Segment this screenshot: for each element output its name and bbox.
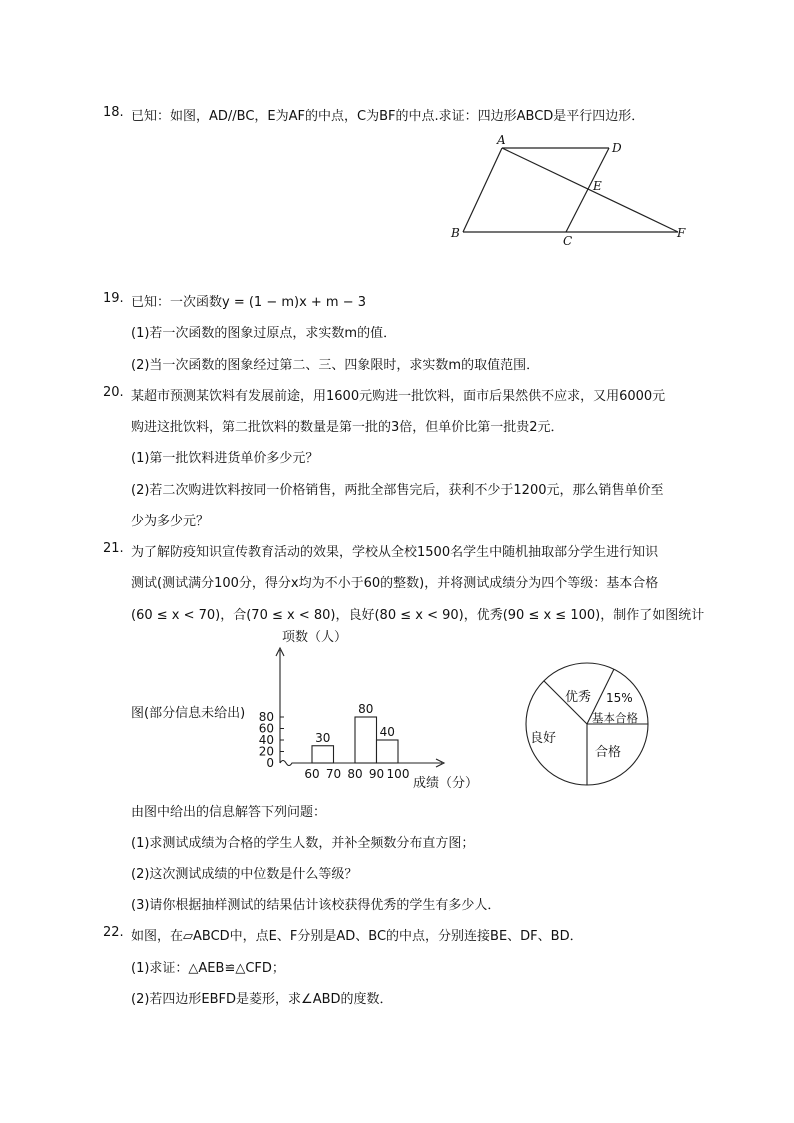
x-tick-label-80: 80 [347, 767, 363, 781]
q20-part1: (1)第一批饮料进货单价多少元？ [131, 451, 319, 466]
q20-part2b: 少为多少元？ [131, 514, 210, 529]
histogram-bar-60-70 [312, 746, 334, 763]
y-tick-label-80: 80 [258, 710, 274, 724]
q21-part2: (2)这次测试成绩的中位数是什么等级？ [131, 867, 358, 882]
point-label-A: A [497, 133, 506, 147]
q20-line1: 某超市预测某饮料有发展前途，用1600元购进一批饮料，面市后果然供不应求，又用6000元 [131, 389, 666, 404]
histogram-chart [250, 628, 470, 783]
bar-value-label-60-70: 30 [315, 730, 331, 745]
bar-value-label-80-90: 80 [358, 702, 374, 716]
x-tick-label-70: 70 [325, 767, 342, 781]
pie-label-pass: 合格 [595, 745, 622, 760]
q20-number: 20. [103, 385, 124, 400]
q20-line2: 购进这批饮料，第二批饮料的数量是第一批的3倍，但单价比第一批贵2元． [131, 420, 564, 435]
histogram-bar-90-100 [377, 740, 399, 763]
point-label-B: B [451, 226, 460, 240]
q18-text: 已知：如图，AD//BC，E为AF的中点，C为BF的中点.求证：四边形ABCD是平行四边形． [131, 109, 645, 124]
point-label-E: E [593, 179, 602, 193]
q19-stem: 已知：一次函数y = (1 − m)x + m − 3 [131, 295, 367, 310]
pie-label-excellent: 优秀 [565, 690, 592, 705]
q21-line1: 为了解防疫知识宣传教育活动的效果，学校从全校1500名学生中随机抽取部分学生进行知识 [131, 545, 659, 560]
q21-question: 由图中给出的信息解答下列问题： [131, 805, 327, 820]
q22-stem: 如图，在▱ABCD中，点E、F分别是AD、BC的中点，分别连接BE、DF、BD． [131, 929, 583, 944]
q21-part3: (3)请你根据抽样测试的结果估计该校获得优秀的学生有多少人． [131, 898, 501, 913]
histogram-bar-80-90 [355, 717, 377, 763]
x-tick-label-60: 60 [304, 767, 320, 781]
q18-number: 18. [103, 105, 124, 120]
pie-chart [523, 660, 653, 790]
x-tick-label-90: 90 [368, 767, 385, 781]
q22-number: 22. [103, 925, 124, 940]
q21-number: 21. [103, 541, 124, 556]
pie-label-percent: 15% [606, 691, 633, 705]
q21-line2: 测试(测试满分100分，得分x均为不小于60的整数)，并将测试成绩分为四个等级：基本合格 [131, 576, 659, 591]
pie-label-good: 良好 [530, 731, 557, 746]
pie-label-basic-pass: 基本合格 [592, 711, 638, 725]
q21-part1: (1)求测试成绩为合格的学生人数，并补全频数分布直方图； [131, 836, 475, 851]
q19-number: 19. [103, 291, 124, 306]
q21-line4: 图(部分信息未给出) [131, 706, 246, 721]
bar-value-label-90-100: 40 [379, 725, 395, 739]
y-tick-label-40: 40 [258, 733, 274, 747]
histogram-xlabel: 成绩（分） [413, 776, 479, 791]
histogram-ylabel: 项数（人） [282, 630, 348, 645]
q21-line3: (60 ≤ x < 70)，合(70 ≤ x < 80)，良好(80 ≤ x < 90)，优秀(90 ≤ x ≤ 100)，制作了如图统计 [131, 608, 705, 623]
y-tick-label-20: 20 [258, 744, 274, 759]
y-tick-label-0: 0 [266, 756, 274, 770]
q20-part2a: (2)若二次购进饮料按同一价格销售，两批全部售完后，获利不少于1200元，那么销售单价至 [131, 483, 664, 498]
q22-part2: (2)若四边形EBFD是菱形，求∠ABD的度数． [131, 992, 393, 1007]
point-label-C: C [563, 234, 573, 248]
point-label-F: F [677, 226, 686, 240]
point-label-D: D [612, 141, 622, 155]
q22-part1: (1)求证：△AEB≌△CFD； [131, 961, 285, 976]
y-tick-label-60: 60 [258, 721, 274, 736]
q19-part1: (1)若一次函数的图象过原点，求实数m的值． [131, 326, 397, 341]
x-tick-label-100: 100 [386, 767, 410, 781]
q19-part2: (2)当一次函数的图象经过第二、三、四象限时，求实数m的取值范围． [131, 358, 540, 373]
